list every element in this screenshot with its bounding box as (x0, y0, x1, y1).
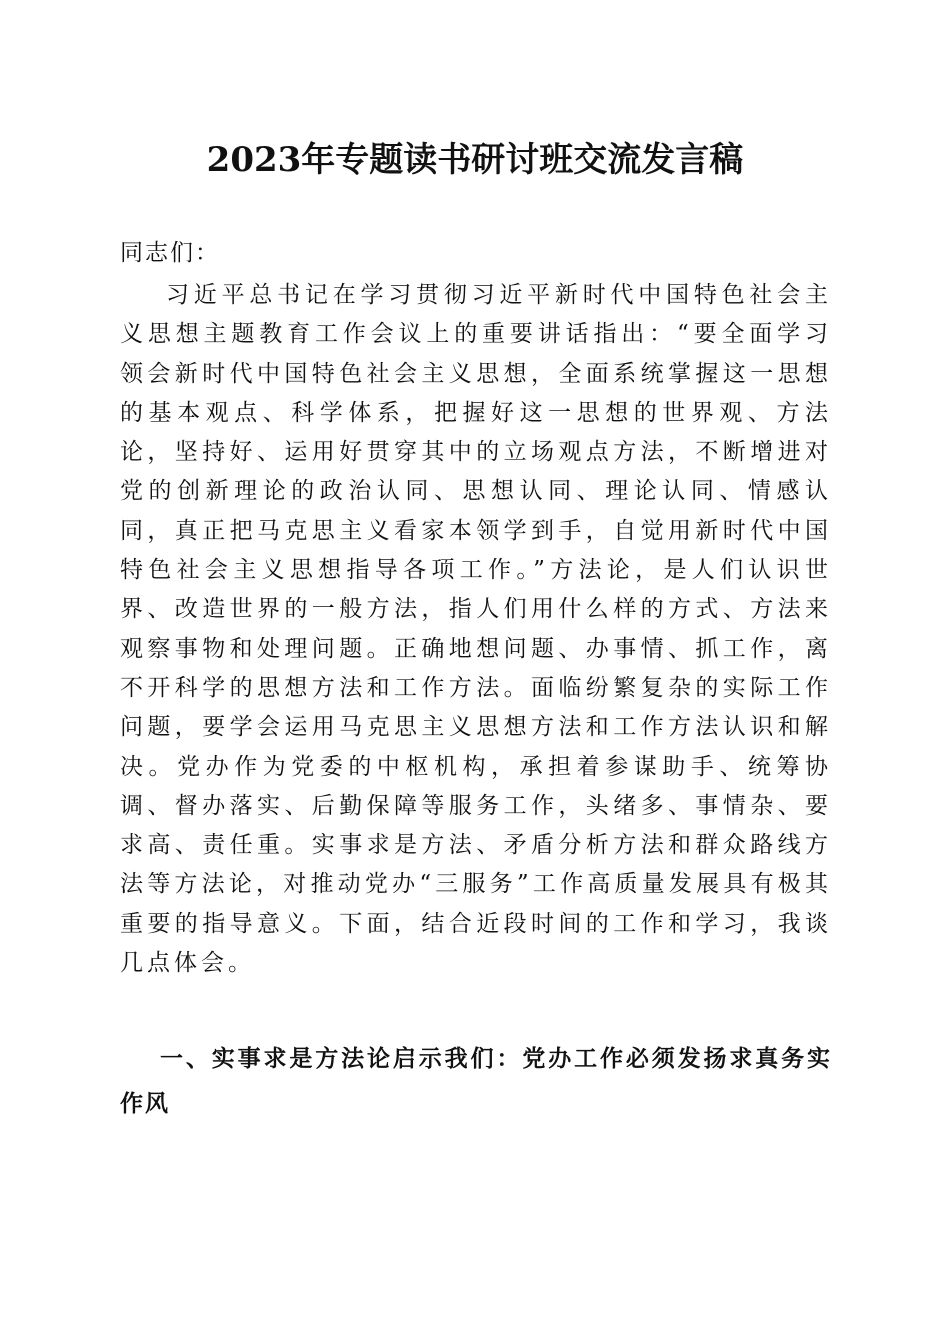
document-title: 2023年专题读书研讨班交流发言稿 (206, 140, 744, 180)
salutation: 同志们： (120, 240, 220, 266)
section-heading: 一、实事求是方法论启示我们：党办工作必须发扬求真务实作风 (120, 1046, 832, 1117)
body-paragraph: 习近平总书记在学习贯彻习近平新时代中国特色社会主义思想主题教育工作会议上的重要讲话指出：“要全面学习领会新时代中国特色社会主义思想，全面系统掌握这一思想的基本观点、科学体系，把握好这一思想的世界观、方法论，坚持好、运用好贯穿其中的立场观点方法，不断增进对党的创新理论的政治认同、思想认同、理论认同、情感认同，真正把马克思主义看家本领学到手，自觉用新时代中国特色社会主义思想指导各项工作。”方法论，是人们认识世界、改造世界的一般方法，指人们用什么样的方式、方法来观察事物和处理问题。正确地想问题、办事情、抓工作，离不开科学的思想方法和工作方法。面临纷繁复杂的实际工作问题，要学会运用马克思主义思想方法和工作方法认识和解决。党办作为党委的中枢机构，承担着参谋助手、统筹协调、督办落实、后勤保障等服务工作，头绪多、事情杂、要求高、责任重。实事求是方法、矛盾分析方法和群众路线方法等方法论，对推动党办“三服务”工作高质量发展具有极其重要的指导意义。下面，结合近段时间的工作和学习，我谈几点体会。 (120, 282, 832, 977)
